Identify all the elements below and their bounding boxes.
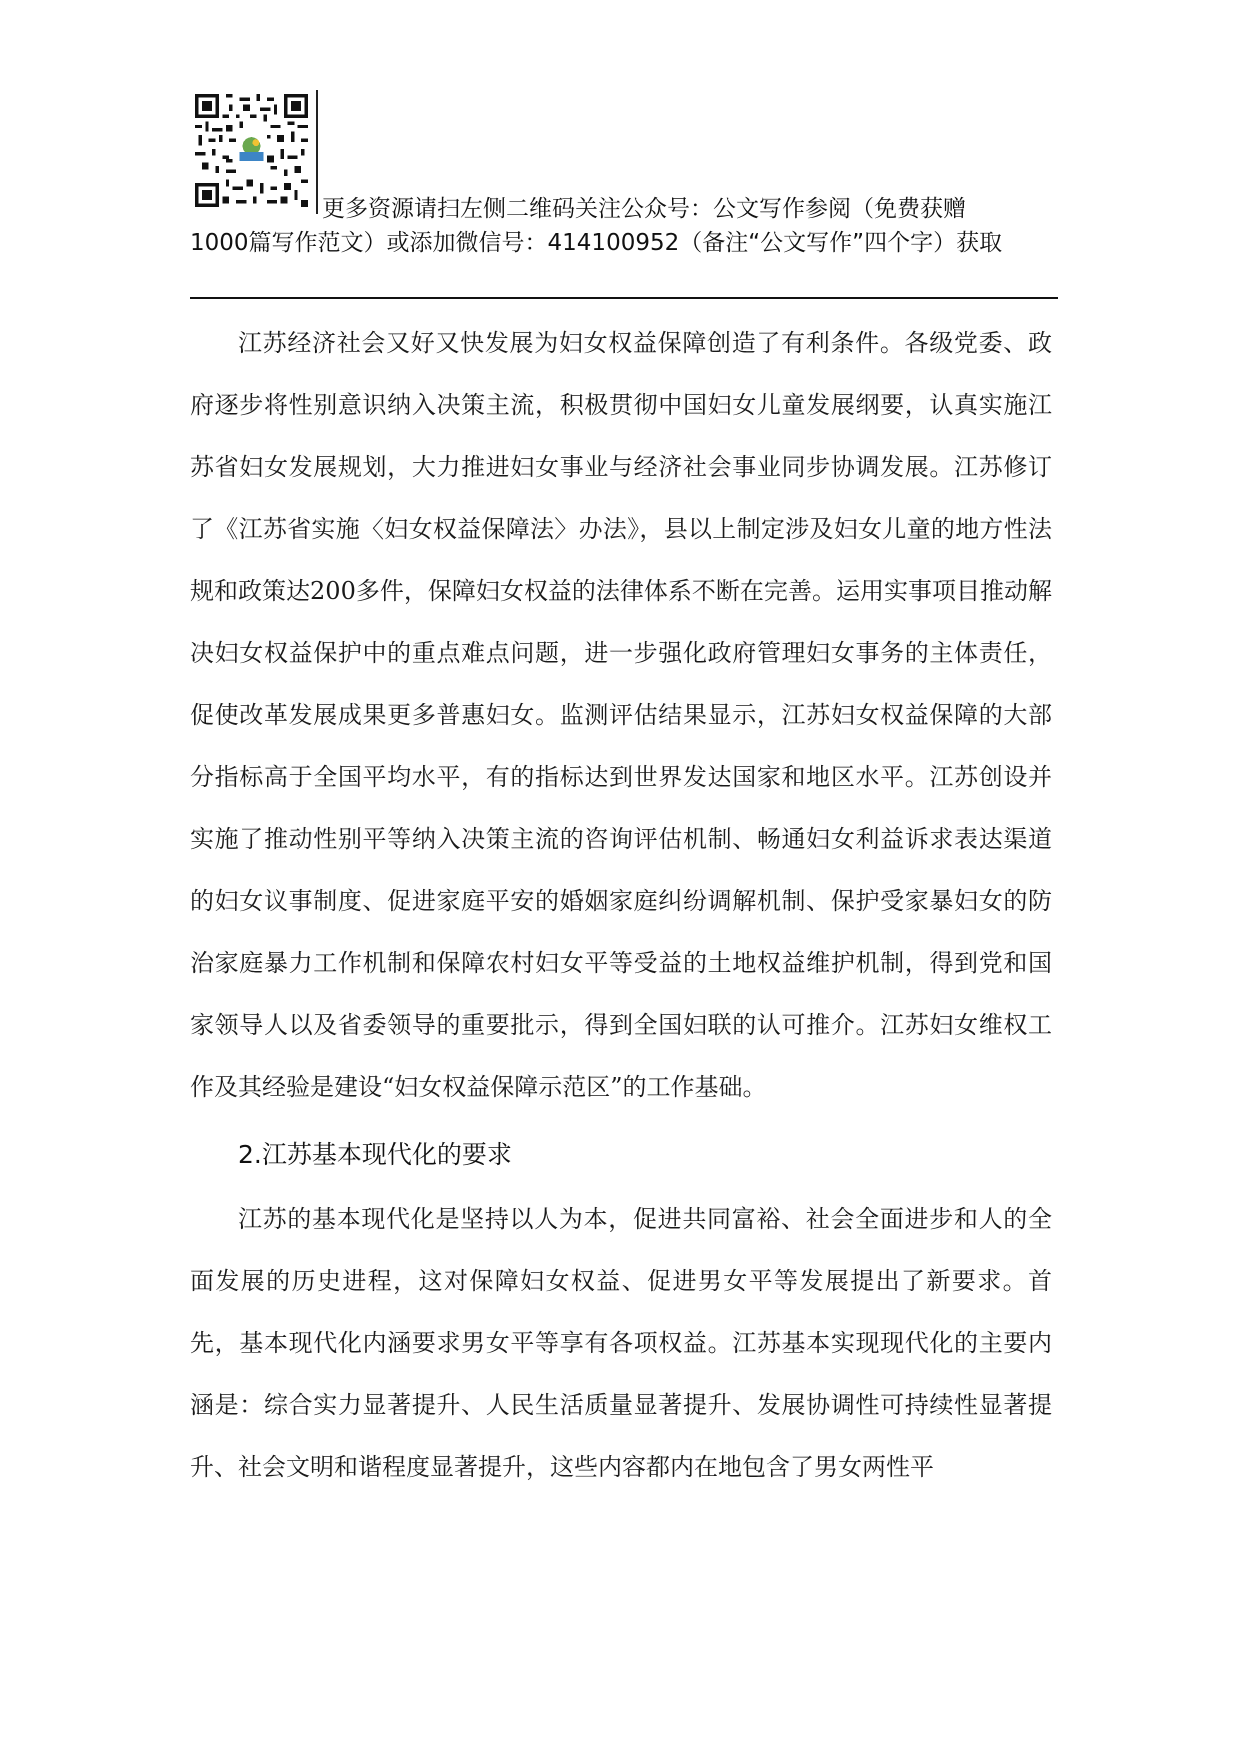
qr-separator xyxy=(316,90,318,214)
section-heading: 2.江苏基本现代化的要求 xyxy=(238,1140,512,1169)
header-caption-rest: 1000篇写作范文）或添加微信号：414100952（备注“公文写作”四个字）获取 xyxy=(190,230,1003,256)
page-header xyxy=(190,90,1058,256)
header-divider xyxy=(190,297,1058,299)
qr-code xyxy=(195,94,308,207)
document-body xyxy=(190,312,1052,1498)
header-caption-line1: 更多资源请扫左侧二维码关注公众号：公文写作参阅（免费获赠 xyxy=(322,196,966,222)
body-paragraph-2: 江苏的基本现代化是坚持以人为本，促进共同富裕、社会全面进步和人的全面发展的历史进程，这对保障妇女权益、促进男女平等发展提出了新要求。首先，基本现代化内涵要求男女平等享有各项权益。江苏基本实现现代化的主要内涵是：综合实力显著提升、人民生活质量显著提升、发展协调性可持续性显著提升、社会文明和谐程度显著提升，这些内容都内在地包含了男女两性平 xyxy=(190,1205,1052,1481)
body-paragraph-1: 江苏经济社会又好又快发展为妇女权益保障创造了有利条件。各级党委、政府逐步将性别意识纳入决策主流，积极贯彻中国妇女儿童发展纲要，认真实施江苏省妇女发展规划，大力推进妇女事业与经济社会事业同步协调发展。江苏修订了《江苏省实施〈妇女权益保障法〉办法》，县以上制定涉及妇女儿童的地方性法规和政策达200多件，保障妇女权益的法律体系不断在完善。运用实事项目推动解决妇女权益保护中的重点难点问题，进一步强化政府管理妇女事务的主体责任，促使改革发展成果更多普惠妇女。监测评估结果显示，江苏妇女权益保障的大部分指标高于全国平均水平，有的指标达到世界发达国家和地区水平。江苏创设并实施了推动性别平等纳入决策主流的咨询评估机制、畅通妇女利益诉求表达渠道的妇女议事制度、促进家庭平安的婚姻家庭纠纷调解机制、保护受家暴妇女的防治家庭暴力工作机制和保障农村妇女平等受益的土地权益维护机制，得到党和国家领导人以及省委领导的重要批示，得到全国妇联的认可推介。江苏妇女维权工作及其经验是建设“妇女权益保障示范区”的工作基础。 xyxy=(190,329,1052,1101)
